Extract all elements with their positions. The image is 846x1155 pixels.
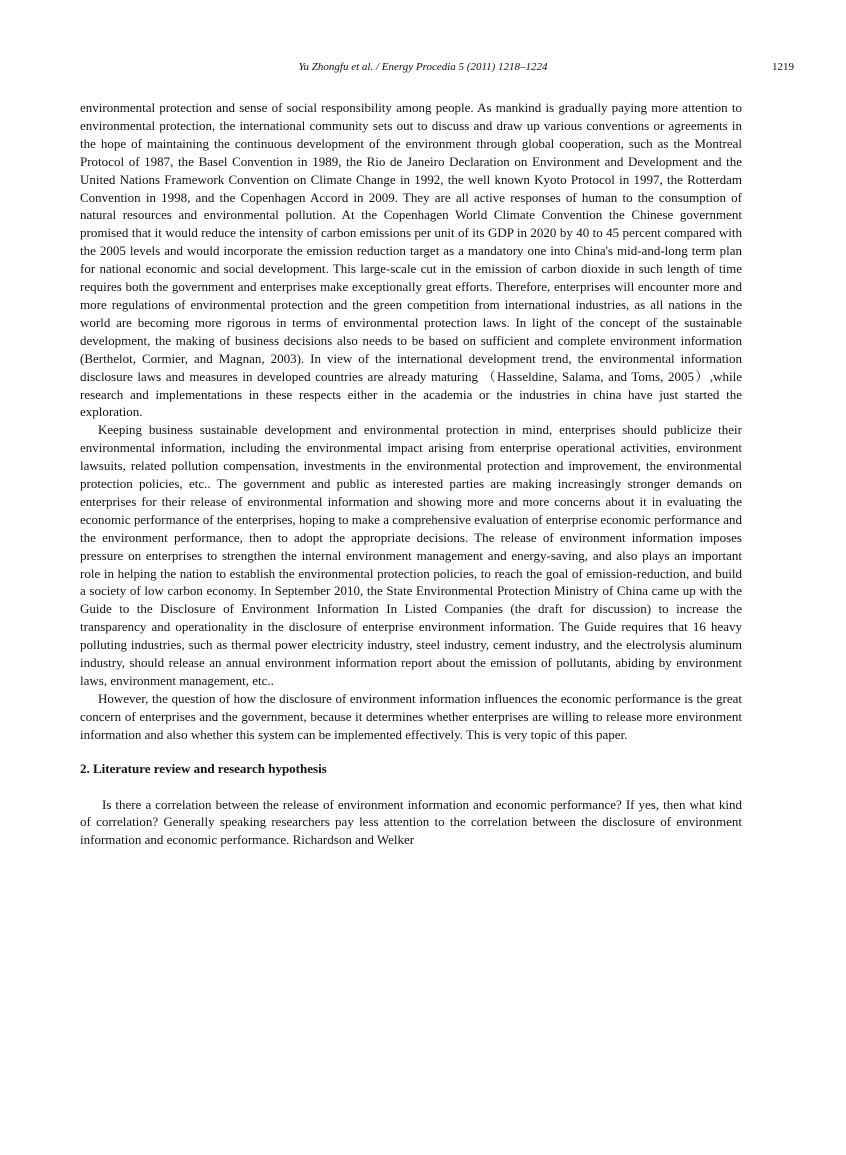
paragraph: Keeping business sustainable development and environmental protection in mind, enterprises should publicize their environmental information, including the environmental impact arising from enterprise operational activities, environment lawsuits, related pollution compensation, investments in the environmental protection and improvement, the environmental protection policies, etc.. The government and public as interested parties are making increasingly stronger demands on enterprises for their release of environmental information and showing more and more concerns about it in evaluating the economic performance of the enterprises, hoping to make a comprehensive evaluation of enterprise economic performance and the environment performance, then to adopt the appropriate decisions. The release of environment information imposes pressure on enterprises to strengthen the internal environment management and energy-saving, and also plays an important role in helping the nation to establish the environmental protection policies, to reach the goal of emission-reduction, and build a society of low carbon economy. In September 2010, the State Environmental Protection Ministry of China came up with the Guide to the Disclosure of Environment Information In Listed Companies (the draft for discussion) to increase the transparency and operationality in the disclosure of enterprise environment information. The Guide requires that 16 heavy polluting industries, such as thermal power electricity industry, steel industry, cement industry, and the electrolysis aluminum industry, should release an annual environment information report about the emission of pollutants, abiding by environment laws, environment management, etc.. <box>80 422 742 688</box>
page-number: 1219 <box>772 61 794 73</box>
section-heading: 2. Literature review and research hypothesis <box>80 760 327 776</box>
running-head <box>0 59 846 75</box>
paragraph: environmental protection and sense of social responsibility among people. As mankind is gradually paying more attention to environmental protection, the international community sets out to discuss and draw up various conventions or agreements in the hope of maintaining the continuous development of the environment through global cooperation, such as the Montreal Protocol of 1987, the Basel Convention in 1989, the Rio de Janeiro Declaration on Environment and Development and the United Nations Framework Convention on Climate Change in 1992, the well known Kyoto Protocol in 1997, the Rotterdam Convention in 1998, and the Copenhagen Accord in 2009. They are all active responses of human to the consumption of natural resources and environmental pollution. At the Copenhagen World Climate Convention the Chinese government promised that it would reduce the intensity of carbon emissions per unit of its GDP in 2020 by 40 to 45 percent compared with the 2005 levels and would incorporate the emission reduction target as a mandatory one into China's mid-and-long term plan for national economic and social development. This large-scale cut in the emission of carbon dioxide in such length of time requires both the government and enterprises make exceptionally great efforts. Therefore, enterprises will encounter more and more regulations of environmental protection and the green competition from international industries, as all nations in the world are becoming more rigorous in terms of environmental protection laws. In light of the concept of the sustainable development, the making of business decisions also needs to be based on sufficient and complete environment information (Berthelot, Cormier, and Magnan, 2003). In view of the international development trend, the environmental information disclosure laws and measures in developed countries are already maturing （Hasseldine, Salama, and Toms, 2005）,while research and implementations in these respects either in the academia or the industries in china have just started the exploration. <box>80 100 742 420</box>
paragraph: However, the question of how the disclosure of environment information influences the economic performance is the great concern of enterprises and the government, because it determines whether enterprises are willing to release more environment information and also whether this system can be implemented effectively. This is very topic of this paper. <box>80 690 742 742</box>
running-head-citation: Yu Zhongfu et al. / Energy Procedia 5 (2011) 1218–1224 <box>298 61 548 73</box>
body-text <box>80 99 742 849</box>
paragraph: Is there a correlation between the release of environment information and economic performance? If yes, then what kind of correlation? Generally speaking researchers pay less attention to the correlation between the disclosure of environment information and economic performance. Richardson and Welker <box>80 796 742 848</box>
